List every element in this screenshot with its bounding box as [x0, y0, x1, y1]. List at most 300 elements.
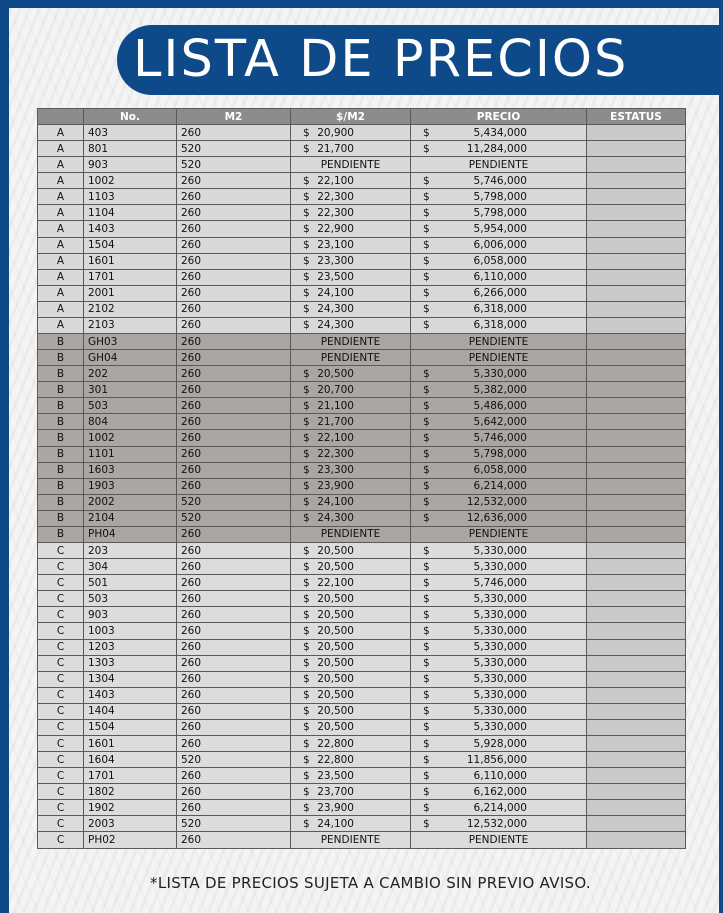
price-m2-value: 20,500 — [317, 367, 354, 380]
tower-cell: C — [38, 784, 84, 800]
currency-symbol: $ — [303, 785, 310, 798]
price-m2-cell — [291, 317, 411, 333]
price-m2-cell — [291, 382, 411, 398]
price-m2-cell — [291, 543, 411, 559]
currency-symbol: $ — [303, 223, 310, 235]
unit-cell: 1504 — [84, 719, 177, 735]
price-m2-value: 22,900 — [317, 223, 354, 235]
price-value: 6,266,000 — [473, 287, 527, 300]
table-row — [38, 800, 686, 816]
tower-cell: C — [38, 816, 84, 832]
price-m2-value: 22,100 — [317, 174, 354, 187]
unit-cell: 1303 — [84, 655, 177, 671]
unit-cell: 202 — [84, 366, 177, 382]
tower-cell: B — [38, 382, 84, 398]
price-m2-cell — [291, 494, 411, 510]
price-m2-cell — [291, 253, 411, 269]
unit-cell: 2001 — [84, 285, 177, 301]
m2-cell: 260 — [177, 526, 291, 542]
price-m2-value: 20,500 — [317, 641, 354, 654]
price-value: 6,110,000 — [473, 271, 527, 284]
m2-cell: 260 — [177, 719, 291, 735]
unit-cell: 1403 — [84, 687, 177, 703]
currency-symbol: $ — [423, 174, 430, 187]
status-cell — [587, 285, 686, 301]
status-cell — [587, 253, 686, 269]
currency-symbol: $ — [423, 801, 430, 814]
currency-symbol: $ — [303, 544, 310, 557]
price-cell — [411, 125, 587, 141]
currency-symbol: $ — [303, 190, 310, 203]
tower-cell: C — [38, 591, 84, 607]
price-value: 5,798,000 — [473, 448, 527, 461]
price-m2-value: 23,900 — [317, 480, 354, 493]
price-cell — [411, 735, 587, 751]
unit-cell: 1903 — [84, 478, 177, 494]
status-cell — [587, 494, 686, 510]
price-cell — [411, 655, 587, 671]
header-m2: M2 — [177, 109, 291, 125]
price-m2-pending-cell: PENDIENTE — [291, 350, 411, 366]
status-cell — [587, 575, 686, 591]
currency-symbol: $ — [303, 657, 310, 670]
m2-cell: 260 — [177, 221, 291, 237]
unit-cell: 2002 — [84, 494, 177, 510]
price-m2-cell — [291, 237, 411, 253]
price-cell — [411, 494, 587, 510]
status-cell — [587, 269, 686, 285]
unit-cell: 1002 — [84, 173, 177, 189]
price-value: 6,214,000 — [473, 801, 527, 814]
currency-symbol: $ — [303, 753, 310, 766]
status-cell — [587, 462, 686, 478]
unit-cell: 1002 — [84, 430, 177, 446]
price-m2-cell — [291, 366, 411, 382]
tower-cell: C — [38, 752, 84, 768]
price-m2-pending-cell: PENDIENTE — [291, 526, 411, 542]
currency-symbol: $ — [423, 367, 430, 380]
status-cell — [587, 784, 686, 800]
currency-symbol: $ — [303, 448, 310, 461]
table-header-row — [38, 109, 686, 125]
currency-symbol: $ — [423, 785, 430, 798]
tower-cell: C — [38, 832, 84, 849]
price-cell — [411, 623, 587, 639]
tower-cell: A — [38, 285, 84, 301]
currency-symbol: $ — [423, 769, 430, 782]
unit-cell: 301 — [84, 382, 177, 398]
table-row — [38, 719, 686, 735]
price-m2-value: 20,500 — [317, 689, 354, 702]
price-cell — [411, 816, 587, 832]
status-cell — [587, 800, 686, 816]
price-value: 12,532,000 — [466, 496, 527, 509]
price-value: 5,330,000 — [473, 367, 527, 380]
currency-symbol: $ — [303, 399, 310, 412]
currency-symbol: $ — [303, 255, 310, 268]
price-value: 6,318,000 — [473, 303, 527, 316]
price-cell — [411, 366, 587, 382]
currency-symbol: $ — [303, 801, 310, 814]
price-m2-cell — [291, 735, 411, 751]
price-cell — [411, 478, 587, 494]
price-m2-value: 20,500 — [317, 608, 354, 621]
status-cell — [587, 125, 686, 141]
status-cell — [587, 768, 686, 784]
price-m2-cell — [291, 623, 411, 639]
table-row — [38, 735, 686, 751]
unit-cell: 2104 — [84, 510, 177, 526]
price-m2-value: 20,500 — [317, 624, 354, 637]
m2-cell: 260 — [177, 623, 291, 639]
table-row — [38, 832, 686, 849]
price-cell — [411, 398, 587, 414]
status-cell — [587, 591, 686, 607]
price-m2-cell — [291, 559, 411, 575]
table-row — [38, 768, 686, 784]
header-price-m2: $/M2 — [291, 109, 411, 125]
table-row — [38, 141, 686, 157]
tower-cell: B — [38, 478, 84, 494]
m2-cell: 260 — [177, 398, 291, 414]
currency-symbol: $ — [423, 432, 430, 445]
m2-cell: 260 — [177, 285, 291, 301]
frame-top — [0, 0, 723, 8]
price-m2-cell — [291, 173, 411, 189]
currency-symbol: $ — [423, 817, 430, 830]
tower-cell: A — [38, 237, 84, 253]
price-value: 5,330,000 — [473, 641, 527, 654]
currency-symbol: $ — [423, 705, 430, 718]
price-value: 6,318,000 — [473, 319, 527, 332]
unit-cell: 2102 — [84, 301, 177, 317]
unit-cell: 1101 — [84, 446, 177, 462]
status-cell — [587, 671, 686, 687]
m2-cell: 260 — [177, 430, 291, 446]
table-row — [38, 591, 686, 607]
table-row — [38, 784, 686, 800]
price-cell — [411, 462, 587, 478]
price-cell — [411, 205, 587, 221]
price-m2-cell — [291, 269, 411, 285]
unit-cell: 1203 — [84, 639, 177, 655]
price-m2-value: 20,500 — [317, 721, 354, 734]
price-m2-value: 20,500 — [317, 592, 354, 605]
m2-cell: 260 — [177, 350, 291, 366]
price-value: 5,330,000 — [473, 624, 527, 637]
price-value: 5,746,000 — [473, 174, 527, 187]
m2-cell: 260 — [177, 269, 291, 285]
currency-symbol: $ — [423, 641, 430, 654]
price-m2-cell — [291, 655, 411, 671]
m2-cell: 260 — [177, 687, 291, 703]
tower-cell: A — [38, 317, 84, 333]
price-cell — [411, 575, 587, 591]
frame-left — [0, 0, 9, 913]
price-pending-cell: PENDIENTE — [411, 350, 587, 366]
tower-cell: B — [38, 366, 84, 382]
table-row — [38, 430, 686, 446]
unit-cell: 203 — [84, 543, 177, 559]
status-cell — [587, 510, 686, 526]
tower-cell: C — [38, 543, 84, 559]
unit-cell: 403 — [84, 125, 177, 141]
price-cell — [411, 671, 587, 687]
price-m2-cell — [291, 478, 411, 494]
price-pending-cell: PENDIENTE — [411, 526, 587, 542]
status-cell — [587, 478, 686, 494]
status-cell — [587, 205, 686, 221]
status-cell — [587, 752, 686, 768]
price-pending-cell: PENDIENTE — [411, 157, 587, 173]
status-cell — [587, 189, 686, 205]
table-row — [38, 317, 686, 333]
price-value: 6,006,000 — [473, 239, 527, 252]
price-m2-value: 21,700 — [317, 142, 354, 155]
m2-cell: 260 — [177, 671, 291, 687]
unit-cell: PH02 — [84, 832, 177, 849]
price-cell — [411, 703, 587, 719]
price-m2-value: 20,700 — [317, 383, 354, 396]
price-m2-value: 22,300 — [317, 448, 354, 461]
tower-cell: C — [38, 639, 84, 655]
m2-cell: 260 — [177, 446, 291, 462]
table-row — [38, 157, 686, 173]
price-m2-pending-cell: PENDIENTE — [291, 157, 411, 173]
price-m2-value: 20,500 — [317, 657, 354, 670]
page-title: LISTA DE PRECIOS — [133, 30, 629, 89]
currency-symbol: $ — [303, 641, 310, 654]
price-value: 5,954,000 — [473, 223, 527, 235]
tower-cell: C — [38, 655, 84, 671]
currency-symbol: $ — [423, 560, 430, 573]
m2-cell: 260 — [177, 735, 291, 751]
currency-symbol: $ — [303, 721, 310, 734]
unit-cell: 903 — [84, 607, 177, 623]
currency-symbol: $ — [423, 721, 430, 734]
m2-cell: 520 — [177, 157, 291, 173]
status-cell — [587, 559, 686, 575]
price-value: 5,746,000 — [473, 576, 527, 589]
price-m2-cell — [291, 719, 411, 735]
table-row — [38, 494, 686, 510]
table-row — [38, 269, 686, 285]
tower-cell: B — [38, 494, 84, 510]
tower-cell: C — [38, 735, 84, 751]
status-cell — [587, 237, 686, 253]
currency-symbol: $ — [423, 190, 430, 203]
price-value: 5,434,000 — [473, 126, 527, 139]
table-row — [38, 510, 686, 526]
m2-cell: 260 — [177, 173, 291, 189]
table-row — [38, 671, 686, 687]
price-value: 5,330,000 — [473, 657, 527, 670]
m2-cell: 260 — [177, 253, 291, 269]
currency-symbol: $ — [423, 271, 430, 284]
table-row — [38, 559, 686, 575]
price-m2-value: 24,100 — [317, 817, 354, 830]
status-cell — [587, 655, 686, 671]
price-value: 5,330,000 — [473, 689, 527, 702]
currency-symbol: $ — [423, 512, 430, 525]
status-cell — [587, 639, 686, 655]
m2-cell: 520 — [177, 752, 291, 768]
unit-cell: 304 — [84, 559, 177, 575]
table-row — [38, 221, 686, 237]
m2-cell: 260 — [177, 189, 291, 205]
price-m2-cell — [291, 414, 411, 430]
tower-cell: A — [38, 157, 84, 173]
price-m2-value: 20,500 — [317, 673, 354, 686]
table-row — [38, 334, 686, 350]
price-m2-pending-cell: PENDIENTE — [291, 832, 411, 849]
m2-cell: 260 — [177, 575, 291, 591]
currency-symbol: $ — [303, 464, 310, 477]
m2-cell: 260 — [177, 334, 291, 350]
currency-symbol: $ — [303, 319, 310, 332]
unit-cell: 501 — [84, 575, 177, 591]
status-cell — [587, 543, 686, 559]
tower-cell: B — [38, 526, 84, 542]
price-value: 5,330,000 — [473, 705, 527, 718]
table-row — [38, 414, 686, 430]
currency-symbol: $ — [423, 464, 430, 477]
table-row — [38, 478, 686, 494]
currency-symbol: $ — [423, 689, 430, 702]
price-value: 12,636,000 — [466, 512, 527, 525]
m2-cell: 260 — [177, 317, 291, 333]
price-value: 12,532,000 — [466, 817, 527, 830]
price-value: 5,330,000 — [473, 560, 527, 573]
currency-symbol: $ — [423, 239, 430, 252]
tower-cell: C — [38, 575, 84, 591]
m2-cell: 260 — [177, 301, 291, 317]
tower-cell: B — [38, 510, 84, 526]
tower-cell: B — [38, 462, 84, 478]
price-value: 5,798,000 — [473, 190, 527, 203]
table-row — [38, 125, 686, 141]
price-m2-cell — [291, 221, 411, 237]
table-row — [38, 350, 686, 366]
tower-cell: B — [38, 446, 84, 462]
m2-cell: 260 — [177, 655, 291, 671]
currency-symbol: $ — [303, 174, 310, 187]
currency-symbol: $ — [303, 689, 310, 702]
price-cell — [411, 237, 587, 253]
header-status: ESTATUS — [587, 109, 686, 125]
tower-cell: C — [38, 623, 84, 639]
status-cell — [587, 719, 686, 735]
m2-cell: 260 — [177, 703, 291, 719]
status-cell — [587, 735, 686, 751]
price-cell — [411, 768, 587, 784]
price-value: 5,330,000 — [473, 721, 527, 734]
price-m2-value: 23,500 — [317, 271, 354, 284]
m2-cell: 520 — [177, 510, 291, 526]
price-value: 5,330,000 — [473, 544, 527, 557]
price-m2-cell — [291, 398, 411, 414]
tower-cell: C — [38, 800, 84, 816]
price-m2-value: 22,100 — [317, 576, 354, 589]
status-cell — [587, 350, 686, 366]
unit-cell: 503 — [84, 398, 177, 414]
price-cell — [411, 800, 587, 816]
unit-cell: 1603 — [84, 462, 177, 478]
table-row — [38, 607, 686, 623]
price-cell — [411, 510, 587, 526]
price-m2-value: 20,500 — [317, 560, 354, 573]
table-row — [38, 253, 686, 269]
status-cell — [587, 526, 686, 542]
currency-symbol: $ — [423, 255, 430, 268]
table-row — [38, 623, 686, 639]
price-value: 6,058,000 — [473, 464, 527, 477]
price-cell — [411, 269, 587, 285]
currency-symbol: $ — [303, 415, 310, 428]
header-unit: No. — [84, 109, 177, 125]
status-cell — [587, 687, 686, 703]
price-m2-cell — [291, 430, 411, 446]
price-cell — [411, 639, 587, 655]
currency-symbol: $ — [303, 206, 310, 219]
tower-cell: A — [38, 189, 84, 205]
status-cell — [587, 317, 686, 333]
unit-cell: 503 — [84, 591, 177, 607]
table-row — [38, 301, 686, 317]
currency-symbol: $ — [303, 608, 310, 621]
currency-symbol: $ — [423, 544, 430, 557]
status-cell — [587, 607, 686, 623]
status-cell — [587, 382, 686, 398]
price-m2-value: 22,800 — [317, 753, 354, 766]
m2-cell: 260 — [177, 125, 291, 141]
unit-cell: 1403 — [84, 221, 177, 237]
price-value: 5,746,000 — [473, 432, 527, 445]
price-m2-cell — [291, 125, 411, 141]
frame-right — [719, 0, 723, 913]
price-m2-cell — [291, 141, 411, 157]
currency-symbol: $ — [423, 319, 430, 332]
currency-symbol: $ — [303, 271, 310, 284]
m2-cell: 520 — [177, 494, 291, 510]
tower-cell: B — [38, 398, 84, 414]
currency-symbol: $ — [423, 592, 430, 605]
m2-cell: 260 — [177, 462, 291, 478]
unit-cell: 2103 — [84, 317, 177, 333]
price-m2-value: 24,100 — [317, 496, 354, 509]
currency-symbol: $ — [423, 399, 430, 412]
status-cell — [587, 623, 686, 639]
price-m2-value: 23,300 — [317, 464, 354, 477]
price-m2-value: 24,300 — [317, 319, 354, 332]
price-value: 5,330,000 — [473, 608, 527, 621]
tower-cell: C — [38, 687, 84, 703]
currency-symbol: $ — [303, 239, 310, 252]
currency-symbol: $ — [303, 673, 310, 686]
price-m2-value: 22,300 — [317, 206, 354, 219]
price-cell — [411, 591, 587, 607]
m2-cell: 260 — [177, 543, 291, 559]
unit-cell: GH04 — [84, 350, 177, 366]
currency-symbol: $ — [303, 126, 310, 139]
header-price: PRECIO — [411, 109, 587, 125]
price-cell — [411, 189, 587, 205]
status-cell — [587, 398, 686, 414]
currency-symbol: $ — [303, 592, 310, 605]
price-cell — [411, 253, 587, 269]
currency-symbol: $ — [303, 817, 310, 830]
tower-cell: B — [38, 350, 84, 366]
